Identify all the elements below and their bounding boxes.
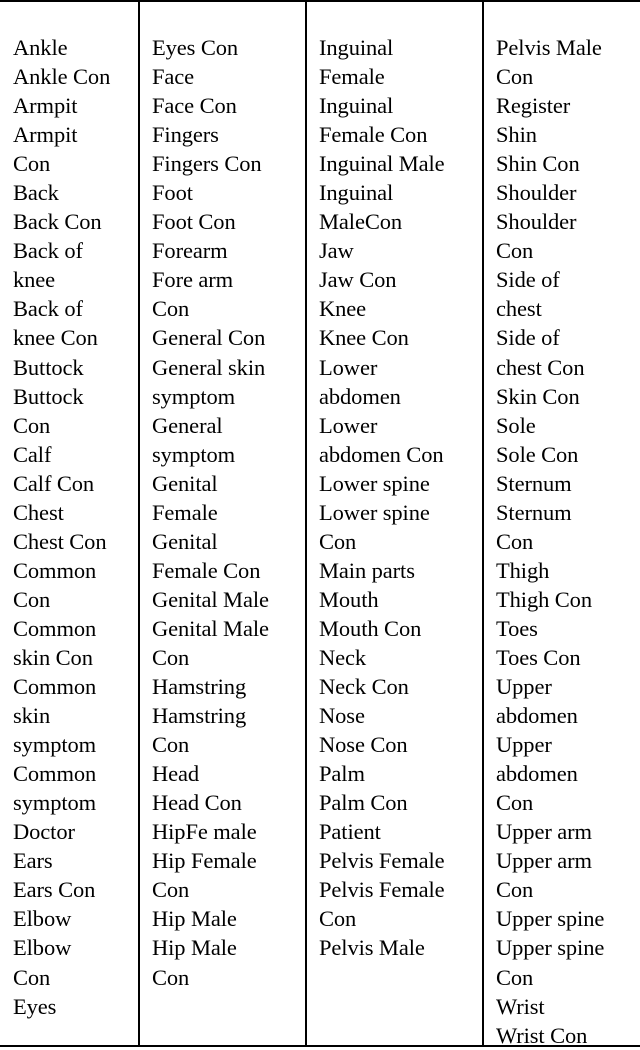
table-cell-line: General Con (152, 325, 266, 351)
table-cell-line: Register (496, 93, 571, 119)
table-cell-line: Wrist Con (496, 1022, 588, 1048)
table-cell-line: Shoulder (496, 180, 577, 206)
table-cell-line: Con (319, 528, 357, 554)
table-cell-line: General skin (152, 354, 266, 380)
table-cell-line: Con (496, 877, 534, 903)
table-cell-line: Pelvis Male (496, 35, 602, 60)
table-cell-line: Skin Con (496, 383, 580, 409)
table-cell-line: Female Con (152, 557, 261, 583)
table-cell-line: Genital (152, 528, 218, 554)
table-cell-line: Knee Con (319, 325, 409, 351)
column-divider (138, 2, 140, 1045)
table-cell-line: Thigh (496, 557, 550, 583)
table-cell-line: symptom (13, 790, 97, 816)
table-cell-line: Con (319, 906, 357, 932)
table-cell-line: General (152, 412, 223, 438)
table-cell-line: Con (496, 790, 534, 816)
table-cell-line: Pelvis Male (319, 935, 425, 961)
table-cell-line: Shin (496, 122, 537, 148)
table-cell-line: Fingers Con (152, 151, 262, 177)
table-cell-line: Armpit (13, 122, 78, 148)
table-cell-line: Forearm (152, 238, 228, 264)
table-cell-line: Common (13, 674, 97, 700)
table-cell-line: Con (152, 644, 190, 670)
table-cell-line: HipFe male (152, 819, 257, 845)
table-cell-line: Lower spine (319, 499, 430, 525)
table-cell-line: Wrist (496, 993, 545, 1019)
table-cell-line: chest (496, 296, 542, 322)
table-cell-line: MaleCon (319, 209, 403, 235)
column-divider (305, 2, 307, 1045)
column-3-list (319, 33, 445, 963)
table-cell-line: Con (13, 151, 51, 177)
table-column-2 (139, 2, 306, 1045)
table-cell-line: Upper (496, 674, 552, 700)
table-cell-line: Ears Con (13, 877, 96, 903)
table-cell-line: Back of (13, 296, 83, 322)
table-cell-line: Eyes Con (152, 35, 239, 60)
table-cell-line: Mouth (319, 586, 379, 612)
table-cell-line: Toes Con (496, 644, 581, 670)
table-cell-line: Lower spine (319, 470, 430, 496)
table-cell-line: Armpit (13, 93, 78, 119)
table-cell-line: Genital Male (152, 586, 269, 612)
column-4-list (496, 33, 604, 1050)
table-cell-line: Con (13, 412, 51, 438)
table-cell-line: Upper (496, 732, 552, 758)
table-column-4 (483, 2, 640, 1048)
table-cell-line: Patient (319, 819, 381, 845)
table-cell-line: Hip Female (152, 848, 257, 874)
table-cell-line: abdomen (496, 703, 578, 729)
table-cell-line: abdomen Con (319, 441, 444, 467)
table-cell-line: Buttock (13, 354, 84, 380)
table-cell-line: abdomen (319, 383, 401, 409)
table-cell-line: Sole (496, 412, 536, 438)
table-cell-line: Back of (13, 238, 83, 264)
table-cell-line: Sole Con (496, 441, 579, 467)
table-cell-line: Con (496, 528, 534, 554)
table-cell-line: Back (13, 180, 59, 206)
table-cell-line: Con (152, 296, 190, 322)
table-cell-line: Face (152, 64, 195, 90)
table-cell-line: Upper spine (496, 935, 605, 961)
table-cell-line: skin Con (13, 644, 93, 670)
table-cell-line: Knee (319, 296, 367, 322)
table-cell-line: Ears (13, 848, 53, 874)
table-cell-line: Nose (319, 703, 365, 729)
table-cell-line: Con (496, 964, 534, 990)
table-cell-line: Face Con (152, 93, 237, 119)
table-cell-line: Foot (152, 180, 193, 206)
table-cell-line: Inguinal Male (319, 151, 445, 177)
table-cell-line: Inguinal (319, 93, 394, 119)
table-cell-line: Female Con (319, 122, 428, 148)
table-cell-line: Lower (319, 412, 378, 438)
table-cell-line: Fore arm (152, 267, 234, 293)
table-cell-line: Neck Con (319, 674, 409, 700)
table-cell-line: Upper arm (496, 848, 592, 874)
table-cell-line: Pelvis Female (319, 877, 445, 903)
table-cell-line: Doctor (13, 819, 75, 845)
table-cell-line: Elbow (13, 935, 72, 961)
table-cell-line: Shin Con (496, 151, 580, 177)
column-divider (482, 2, 484, 1045)
table-cell-line: Palm (319, 761, 365, 787)
table-cell-line: symptom (152, 383, 236, 409)
table-cell-line: Sternum (496, 470, 572, 496)
table-cell-line: Elbow (13, 906, 72, 932)
column-1-list (13, 33, 110, 1021)
table-cell-line: knee Con (13, 325, 98, 351)
table-column-1 (0, 2, 139, 1045)
table-cell-line: Main parts (319, 557, 415, 583)
table-cell-line: Hamstring (152, 674, 247, 700)
table-cell-line: Con (13, 964, 51, 990)
table-cell-line: skin (13, 703, 51, 729)
table-cell-line: Genital (152, 470, 218, 496)
table-cell-line: Common (13, 557, 97, 583)
table-cell-line: Inguinal (319, 35, 394, 60)
table-cell-line: Head (152, 761, 200, 787)
table-cell-line: Female (152, 499, 218, 525)
table-cell-line: Pelvis Female (319, 848, 445, 874)
table-cell-line: Side of (496, 325, 560, 351)
table-cell-line: Chest Con (13, 528, 107, 554)
table-cell-line: Head Con (152, 790, 242, 816)
table-cell-line: Calf (13, 441, 52, 467)
table-cell-line: Con (496, 238, 534, 264)
table-cell-line: Con (152, 877, 190, 903)
table-cell-line: Ankle (13, 35, 68, 60)
table-cell-line: Common (13, 761, 97, 787)
table-cell-line: abdomen (496, 761, 578, 787)
table-cell-line: Thigh Con (496, 586, 592, 612)
table-column-3 (306, 2, 483, 1045)
table-cell-line: Mouth Con (319, 615, 422, 641)
table-cell-line: Con (13, 586, 51, 612)
table-cell-line: Hip Male (152, 906, 237, 932)
table-cell-line: Nose Con (319, 732, 408, 758)
table-cell-line: Upper spine (496, 906, 605, 932)
table-cell-line: Shoulder (496, 209, 577, 235)
table-cell-line: Jaw Con (319, 267, 397, 293)
table-cell-line: symptom (13, 732, 97, 758)
table-cell-line: Lower (319, 354, 378, 380)
table-cell-line: Upper arm (496, 819, 592, 845)
column-2-list (152, 33, 269, 992)
table-cell-line: Foot Con (152, 209, 236, 235)
table-cell-line: Genital Male (152, 615, 269, 641)
table-cell-line: Sternum (496, 499, 572, 525)
table-cell-line: Con (152, 732, 190, 758)
table-cell-line: Calf Con (13, 470, 95, 496)
table-cell-line: symptom (152, 441, 236, 467)
table-cell-line: chest Con (496, 354, 585, 380)
table-cell-line: Hamstring (152, 703, 247, 729)
table-cell-line: Con (496, 64, 534, 90)
table-cell-line: knee (13, 267, 56, 293)
table-cell-line: Neck (319, 644, 367, 670)
table-cell-line: Buttock (13, 383, 84, 409)
table-cell-line: Palm Con (319, 790, 408, 816)
table-cell-line: Con (152, 964, 190, 990)
table-cell-line: Female (319, 64, 385, 90)
table-cell-line: Inguinal (319, 180, 394, 206)
table-cell-line: Back Con (13, 209, 102, 235)
table-cell-line: Ankle Con (13, 64, 111, 90)
table-cell-line: Jaw (319, 238, 354, 264)
table-cell-line: Toes (496, 615, 538, 641)
table-cell-line: Side of (496, 267, 560, 293)
table-cell-line: Hip Male (152, 935, 237, 961)
table-cell-line: Eyes (13, 993, 57, 1019)
table-cell-line: Chest (13, 499, 64, 525)
table-cell-line: Fingers (152, 122, 219, 148)
table-cell-line: Common (13, 615, 97, 641)
